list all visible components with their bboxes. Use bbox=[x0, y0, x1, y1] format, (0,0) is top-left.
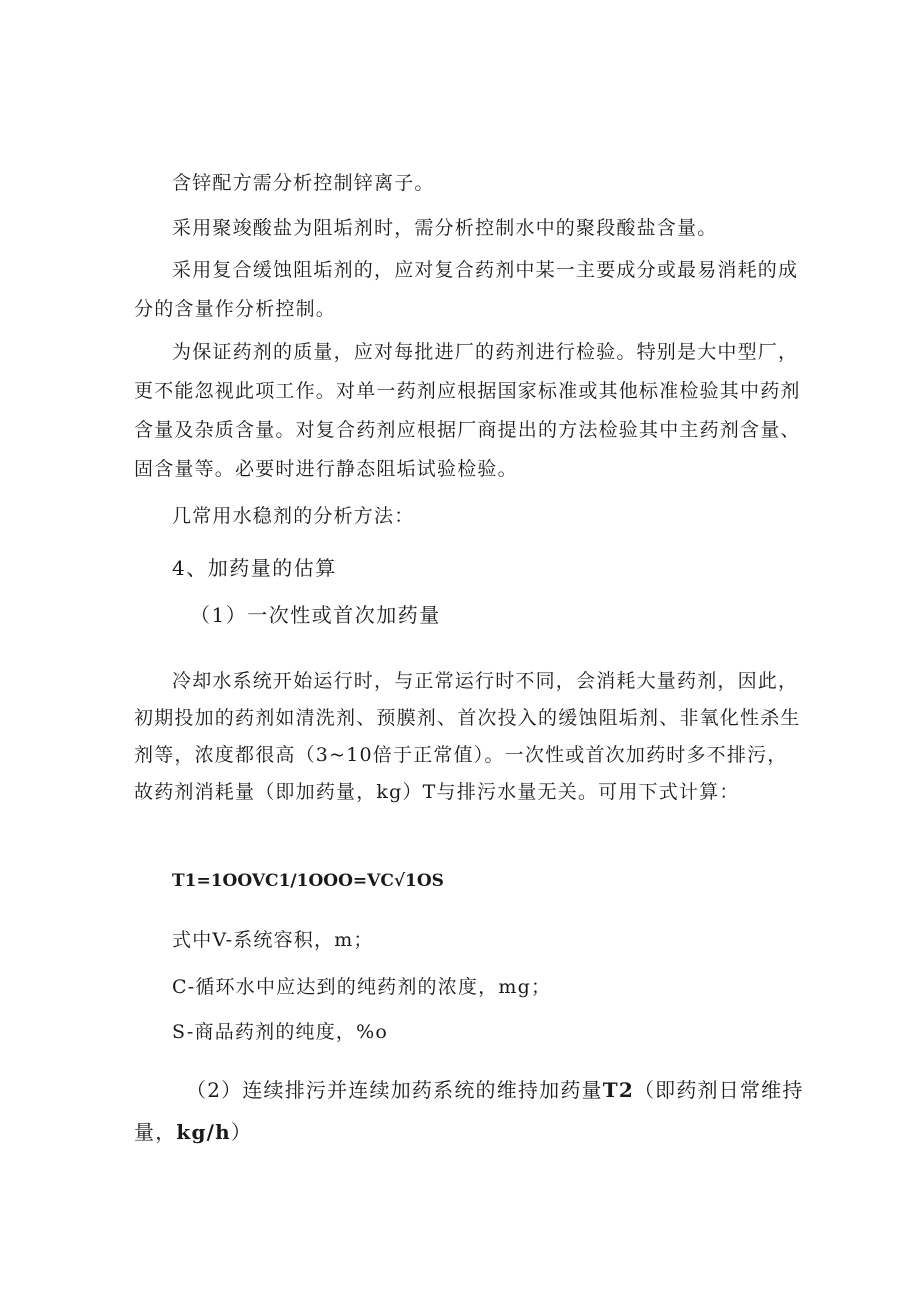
heading-2-close: ） bbox=[230, 1120, 253, 1144]
paragraph-initial-operation: 冷却水系统开始运行时，与正常运行时不同，会消耗大量药剂，因此，初期投加的药剂如清洗剂、预膜剂、首次投入的缓蚀阻垢剂、非氧化性杀生剂等，浓度都很高（3~10倍于正常值）。一次性或首次加药时多不排污，故药剂消耗量（即加药量，kg）T与排污水量无关。可用下式计算： bbox=[134, 670, 801, 803]
definition-s: S-商品药剂的纯度，%o bbox=[172, 1021, 389, 1043]
subsection-heading-initial-dosage: （1）一次性或首次加药量 bbox=[190, 603, 441, 627]
paragraph-quality-inspection: 为保证药剂的质量，应对每批进厂的药剂进行检验。特别是大中型厂，更不能忽视此项工作。对单一药剂应根据国家标准或其他标准检验其中药剂含量及杂质含量。对复合药剂应根据厂商提出的方法检验其中主药剂含量、固含量等。必要时进行静态阻垢试验检验。 bbox=[134, 341, 801, 480]
definition-c: C-循环水中应达到的纯药剂的浓度，mg； bbox=[172, 976, 552, 998]
heading-2-paren: （即药剂日常维持量， bbox=[134, 1078, 804, 1144]
paragraph-polycarboxylate: 采用聚竣酸盐为阻垢剂时，需分析控制水中的聚段酸盐含量。 bbox=[172, 217, 718, 239]
subsection-heading-continuous-dosage bbox=[134, 1069, 804, 1153]
heading-2-unit: kg∕h bbox=[176, 1120, 231, 1144]
heading-2-t2: T2 bbox=[602, 1078, 634, 1102]
paragraph-composite-inhibitor: 采用复合缓蚀阻垢剂的，应对复合药剂中某一主要成分或最易消耗的成分的含量作分析控制。 bbox=[134, 259, 799, 320]
paragraph-zinc: 含锌配方需分析控制锌离子。 bbox=[172, 172, 435, 194]
definition-v: 式中V-系统容积，m； bbox=[172, 929, 374, 951]
heading-2-text: （2）连续排污并连续加药系统的维持加药量 bbox=[186, 1078, 603, 1102]
paragraph-analysis-methods: 几常用水稳剂的分析方法： bbox=[172, 505, 415, 527]
formula-t1: T1=1OOVC1∕1OOO=VC√1OS bbox=[172, 871, 444, 891]
section-heading-dosage-estimation: 4、加药量的估算 bbox=[172, 556, 337, 580]
